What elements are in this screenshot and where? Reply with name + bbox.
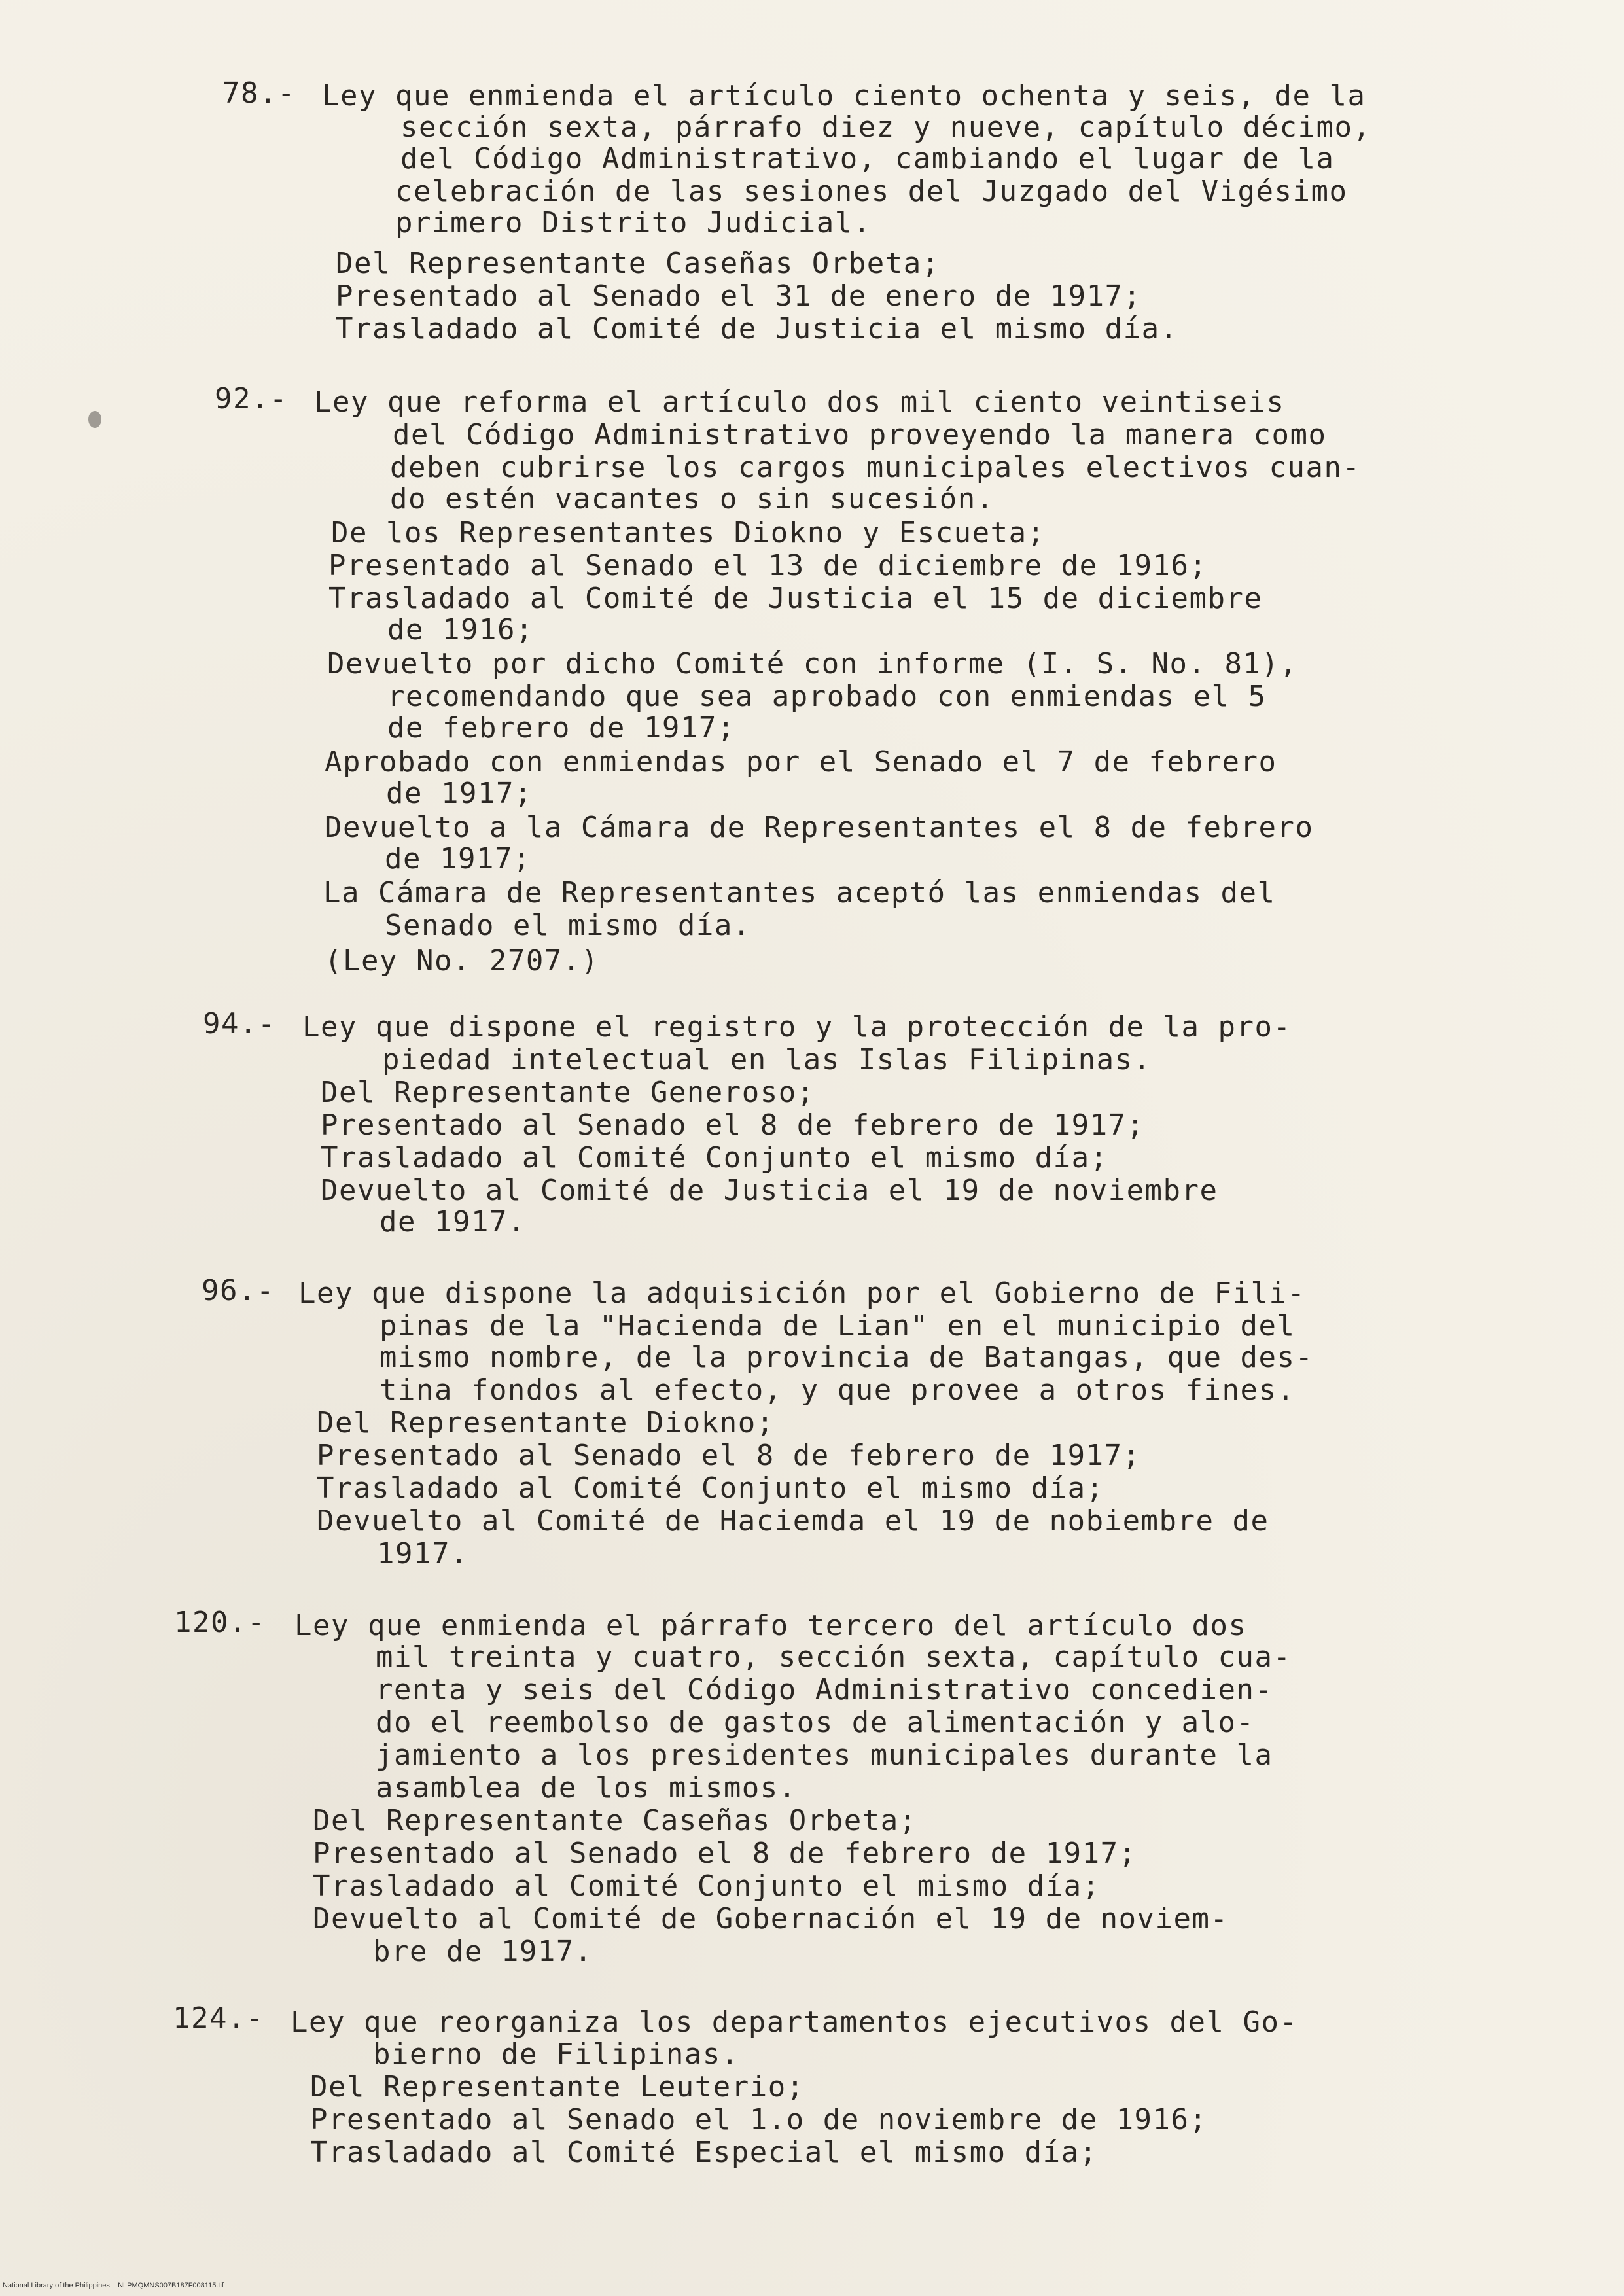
entry-text-line: Aprobado con enmiendas por el Senado el 7 de febrero: [325, 745, 1277, 779]
entry-text-line: asamblea de los mismos.: [376, 1771, 797, 1805]
entry-number: 96.-: [202, 1274, 275, 1307]
entry-text-line: do el reembolso de gastos de alimentación y alo-: [376, 1706, 1255, 1739]
entry-number: 120.-: [174, 1606, 266, 1639]
entry-text-line: Ley que reorganiza los departamentos ejecutivos del Go-: [291, 2005, 1298, 2039]
entry-text-line: Presentado al Senado el 8 de febrero de 1917;: [313, 1837, 1137, 1870]
entry-text-line: (Ley No. 2707.): [325, 944, 599, 978]
entry-text-line: renta y seis del Código Administrativo concedien-: [376, 1673, 1273, 1706]
entry-text-line: De los Representantes Diokno y Escueta;: [331, 516, 1046, 550]
entry-text-line: Del Representante Diokno;: [317, 1406, 775, 1439]
entry-text-line: deben cubrirse los cargos municipales electivos cuan-: [390, 451, 1361, 484]
entry-text-line: piedad intelectual en las Islas Filipinas.: [382, 1043, 1152, 1076]
entry-text-line: pinas de la "Hacienda de Lian" en el municipio del: [380, 1309, 1296, 1343]
entry-text-line: Trasladado al Comité Conjunto el mismo día;: [321, 1141, 1108, 1174]
entry-text-line: Trasladado al Comité Conjunto el mismo día;: [313, 1869, 1101, 1903]
entry-text-line: La Cámara de Representantes aceptó las enmiendas del: [323, 876, 1276, 910]
entry-text-line: de 1917;: [385, 842, 531, 875]
entry-text-line: Trasladado al Comité de Justicia el mismo día.: [336, 312, 1178, 345]
entry-number: 92.-: [215, 382, 288, 415]
entry-text-line: Devuelto a la Cámara de Representantes el 8 de febrero: [325, 811, 1314, 844]
entry-text-line: Devuelto al Comité de Gobernación el 19 de noviem-: [313, 1902, 1229, 1935]
entry-text-line: Del Representante Leuterio;: [310, 2070, 805, 2104]
entry-text-line: tina fondos al efecto, y que provee a otros fines.: [380, 1373, 1296, 1407]
entry-text-line: Presentado al Senado el 8 de febrero de 1917;: [321, 1108, 1145, 1142]
entry-text-line: bierno de Filipinas.: [373, 2038, 739, 2071]
entry-number: 78.-: [222, 77, 296, 110]
entry-text-line: sección sexta, párrafo diez y nueve, capítulo décimo,: [400, 111, 1371, 144]
archive-footer: National Library of the Philippines NLPMQMNS007B187F008115.tif: [3, 2282, 224, 2289]
entry-text-line: bre de 1917.: [373, 1935, 593, 1968]
entry-text-line: Ley que reforma el artículo dos mil ciento veintiseis: [314, 385, 1285, 419]
entry-text-line: 1917.: [377, 1537, 468, 1570]
entry-text-line: Presentado al Senado el 1.o de noviembre de 1916;: [310, 2103, 1208, 2136]
entry-text-line: jamiento a los presidentes municipales durante la: [376, 1739, 1273, 1772]
entry-text-line: Devuelto al Comité de Justicia el 19 de noviembre: [321, 1174, 1218, 1207]
entry-text-line: Trasladado al Comité de Justicia el 15 de diciembre: [328, 582, 1263, 615]
entry-text-line: Devuelto al Comité de Haciemda el 19 de nobiembre de: [317, 1504, 1269, 1538]
entry-text-line: Presentado al Senado el 31 de enero de 1917;: [336, 279, 1142, 313]
entry-text-line: recomendando que sea aprobado con enmiendas el 5: [387, 680, 1267, 713]
entry-text-line: mil treinta y cuatro, sección sexta, capítulo cua-: [376, 1640, 1292, 1674]
entry-text-line: Ley que enmienda el párrafo tercero del artículo dos: [294, 1609, 1247, 1642]
entry-text-line: Trasladado al Comité Especial el mismo día;: [310, 2136, 1098, 2169]
entry-text-line: Ley que enmienda el artículo ciento ochenta y seis, de la: [322, 79, 1366, 113]
entry-text-line: Senado el mismo día.: [385, 909, 751, 942]
entry-text-line: de 1917.: [380, 1205, 526, 1239]
entry-text-line: Devuelto por dicho Comité con informe (I. S. No. 81),: [327, 647, 1298, 680]
entry-text-line: de 1917;: [386, 777, 533, 810]
entry-text-line: Trasladado al Comité Conjunto el mismo día;: [317, 1472, 1104, 1505]
entry-text-line: Ley que dispone la adquisición por el Gobierno de Fili-: [298, 1277, 1306, 1310]
entry-number: 94.-: [203, 1007, 276, 1040]
entry-text-line: de febrero de 1917;: [387, 711, 735, 745]
entry-text-line: Del Representante Caseñas Orbeta;: [336, 247, 940, 280]
entry-text-line: do estén vacantes o sin sucesión.: [390, 482, 995, 516]
entry-text-line: Del Representante Generoso;: [321, 1076, 815, 1109]
entry-text-line: primero Distrito Judicial.: [395, 206, 872, 239]
entry-text-line: de 1916;: [387, 613, 534, 646]
entry-text-line: mismo nombre, de la provincia de Batangas, que des-: [380, 1341, 1314, 1374]
entry-text-line: del Código Administrativo, cambiando el lugar de la: [400, 142, 1335, 175]
entry-text-line: Presentado al Senado el 8 de febrero de 1917;: [317, 1439, 1141, 1472]
entry-text-line: Presentado al Senado el 13 de diciembre de 1916;: [328, 549, 1208, 582]
entry-text-line: Ley que dispone el registro y la protección de la pro-: [302, 1010, 1292, 1044]
entry-text-line: del Código Administrativo proveyendo la manera como: [393, 418, 1327, 451]
entry-text-line: celebración de las sesiones del Juzgado del Vigésimo: [395, 175, 1348, 208]
ink-blot: [88, 411, 101, 428]
entry-text-line: Del Representante Caseñas Orbeta;: [313, 1804, 917, 1837]
entry-number: 124.-: [173, 2002, 264, 2035]
